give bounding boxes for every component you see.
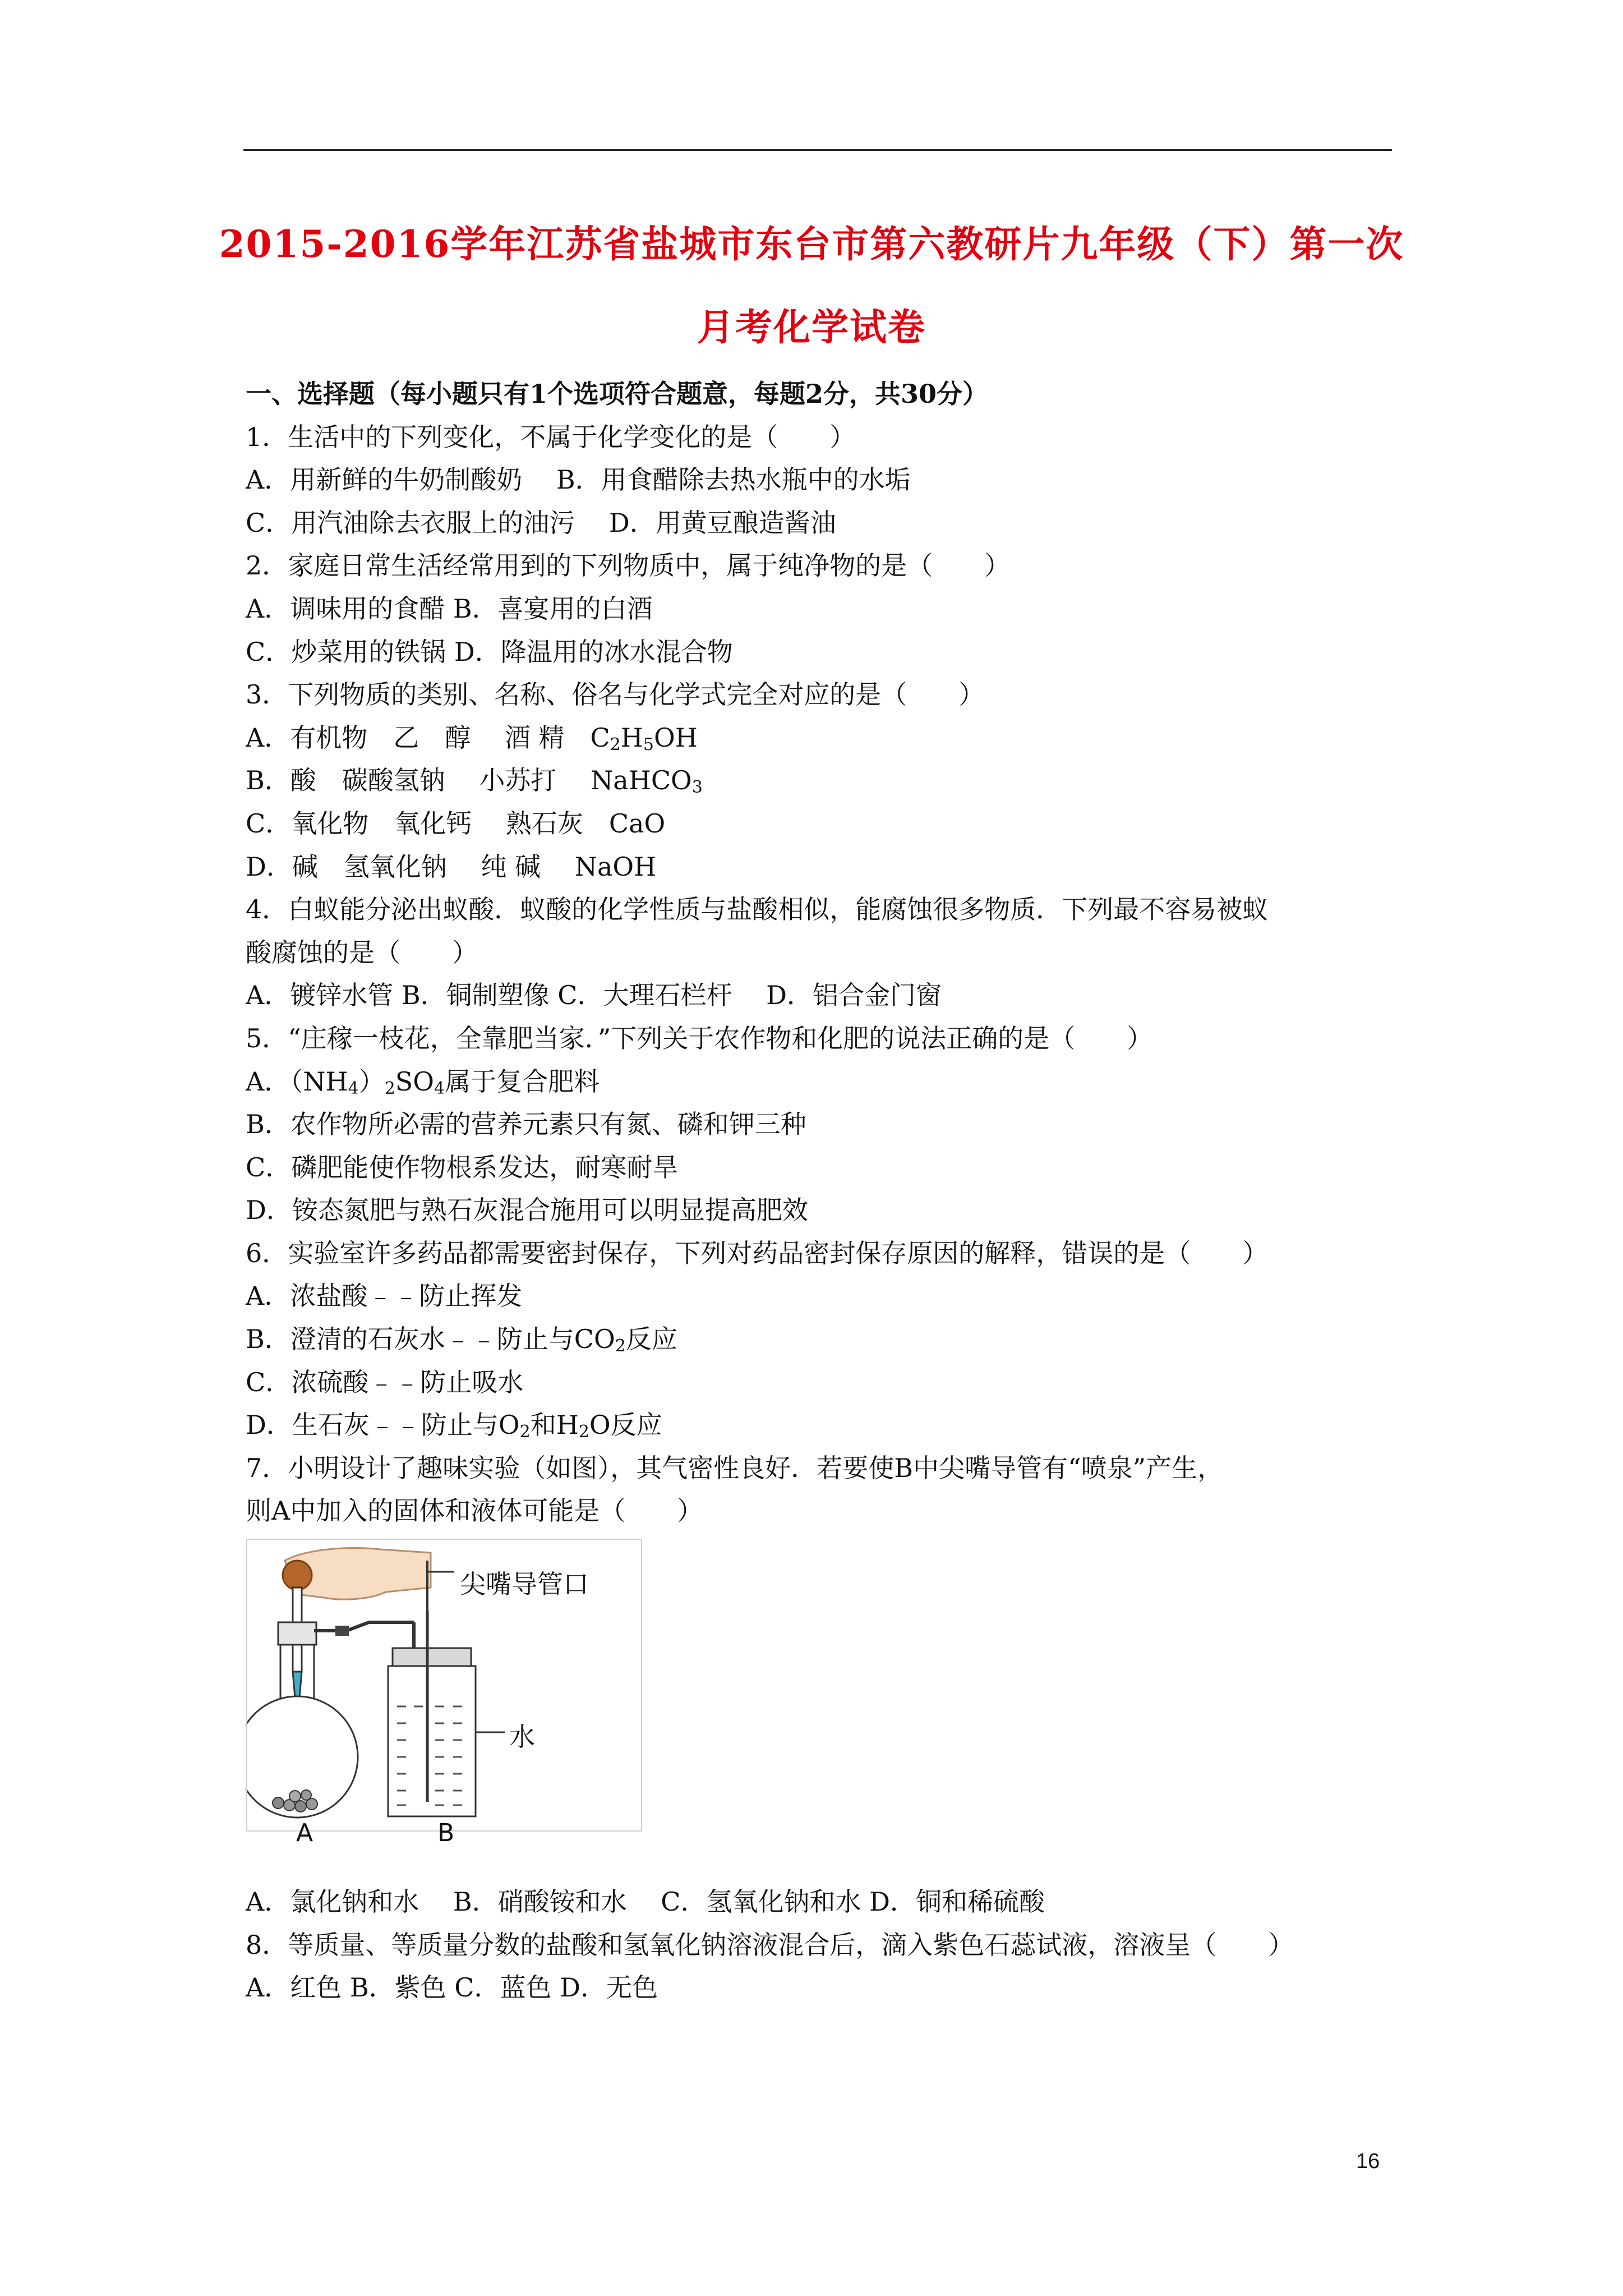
formula-subscript: 4	[434, 1078, 445, 1098]
question-4-stem-line2: 酸腐蚀的是（ ）	[246, 937, 478, 968]
question-8-options: A．红色 B．紫色 C．蓝色 D．无色	[246, 1972, 658, 2003]
question-5-option-b: B．农作物所必需的营养元素只有氮、磷和钾三种	[246, 1109, 806, 1140]
label-flask-a: A	[296, 1819, 313, 1848]
question-3-option-a	[246, 716, 1395, 760]
question-5-option-a	[246, 1060, 1395, 1103]
exam-title-line1: 2015-2016学年江苏省盐城市东台市第六教研片九年级（下）第一次	[219, 222, 1404, 266]
question-6-option-c: C．浓硫酸﹣﹣防止吸水	[246, 1366, 524, 1397]
question-1-stem: 1．生活中的下列变化，不属于化学变化的是（ ）	[246, 421, 856, 452]
question-2-options-cd: C．炒菜用的铁锅 D．降温用的冰水混合物	[246, 636, 733, 667]
question-3-option-d: D．碱 氢氧化钠 纯 碱 NaOH	[246, 851, 657, 882]
question-6-option-a: A．浓盐酸﹣﹣防止挥发	[246, 1281, 523, 1312]
question-2-options-ab: A．调味用的食醋 B．喜宴用的白酒	[246, 593, 653, 624]
formula-part: OH	[653, 722, 698, 753]
experiment-apparatus-figure	[246, 1538, 643, 1855]
question-7-stem-line1: 7．小明设计了趣味实验（如图），其气密性良好．若要使B中尖嘴导管有“喷泉”产生，	[246, 1452, 1224, 1483]
question-5-stem: 5．“庄稼一枝花，全靠肥当家．”下列关于农作物和化肥的说法正确的是（ ）	[246, 1023, 1153, 1053]
question-3-option-b	[246, 759, 1395, 802]
question-1-options-cd: C．用汽油除去衣服上的油污 D．用黄豆酿造酱油	[246, 507, 836, 538]
formula-part: O反应	[589, 1410, 662, 1441]
question-3-option-a-text: A．有机物 乙 醇 酒 精 C	[246, 722, 610, 753]
formula-part: H	[620, 722, 643, 753]
formula-subscript: 3	[691, 777, 703, 798]
question-6-stem: 6．实验室许多药品都需要密封保存，下列对药品密封保存原因的解释，错误的是（ ）	[246, 1237, 1269, 1268]
question-6-option-d-text: D．生石灰﹣﹣防止与O	[246, 1410, 520, 1441]
formula-subscript: 2	[610, 734, 621, 754]
question-4-options: A．镀锌水管 B．铜制塑像 C．大理石栏杆 D．铝合金门窗	[246, 980, 942, 1011]
header-rule	[243, 149, 1392, 151]
section-heading: 一、选择题（每小题只有1个选项符合题意，每题2分，共30分）	[246, 379, 989, 409]
formula-subscript: 2	[615, 1336, 626, 1356]
formula-subscript: 2	[384, 1078, 395, 1098]
question-5-option-d: D．铵态氮肥与熟石灰混合施用可以明显提高肥效	[246, 1195, 808, 1226]
formula-part: ）	[358, 1066, 385, 1097]
formula-part: 反应	[625, 1324, 677, 1355]
formula-subscript: 2	[519, 1422, 531, 1442]
formula-subscript: 4	[348, 1078, 359, 1098]
question-6-option-d	[246, 1404, 1395, 1447]
exam-title-line2: 月考化学试卷	[697, 305, 926, 349]
label-nozzle-outlet: 尖嘴导管口	[460, 1569, 589, 1600]
formula-subscript: 5	[643, 734, 654, 754]
formula-part: 属于复合肥料	[445, 1066, 600, 1097]
formula-subscript: 2	[578, 1422, 589, 1442]
question-5-option-c: C．磷肥能使作物根系发达，耐寒耐旱	[246, 1152, 679, 1182]
question-2-stem: 2．家庭日常生活经常用到的下列物质中，属于纯净物的是（ ）	[246, 550, 1011, 581]
page-number: 16	[1356, 2150, 1380, 2173]
question-3-stem: 3．下列物质的类别、名称、俗名与化学式完全对应的是（ ）	[246, 679, 985, 710]
formula-part: SO	[395, 1066, 435, 1097]
question-4-stem-line1: 4．白蚁能分泌出蚁酸．蚁酸的化学性质与盐酸相似，能腐蚀很多物质．下列最不容易被蚁	[246, 894, 1269, 925]
exam-body	[246, 372, 1395, 2009]
question-6-option-b	[246, 1318, 1395, 1361]
question-5-option-a-text: A．（NH	[246, 1066, 348, 1097]
question-8-stem: 8．等质量、等质量分数的盐酸和氢氧化钠溶液混合后，滴入紫色石蕊试液，溶液呈（ ）	[246, 1929, 1294, 1960]
label-water: 水	[509, 1722, 535, 1752]
question-6-option-b-text: B．澄清的石灰水﹣﹣防止与CO	[246, 1324, 615, 1355]
question-3-option-c: C．氧化物 氧化钙 熟石灰 CaO	[246, 808, 666, 839]
question-1-options-ab: A．用新鲜的牛奶制酸奶 B．用食醋除去热水瓶中的水垢	[246, 464, 911, 495]
question-7-figure-area	[246, 1533, 1395, 1880]
question-7-options: A．氯化钠和水 B．硝酸铵和水 C．氢氧化钠和水 D．铜和稀硫酸	[246, 1887, 1045, 1917]
formula-part: 和H	[530, 1410, 579, 1441]
question-3-option-b-text: B．酸 碳酸氢钠 小苏打 NaHCO	[246, 765, 692, 796]
question-7-stem-line2: 则A中加入的固体和液体可能是（ ）	[246, 1496, 703, 1526]
label-bottle-b: B	[437, 1819, 455, 1848]
